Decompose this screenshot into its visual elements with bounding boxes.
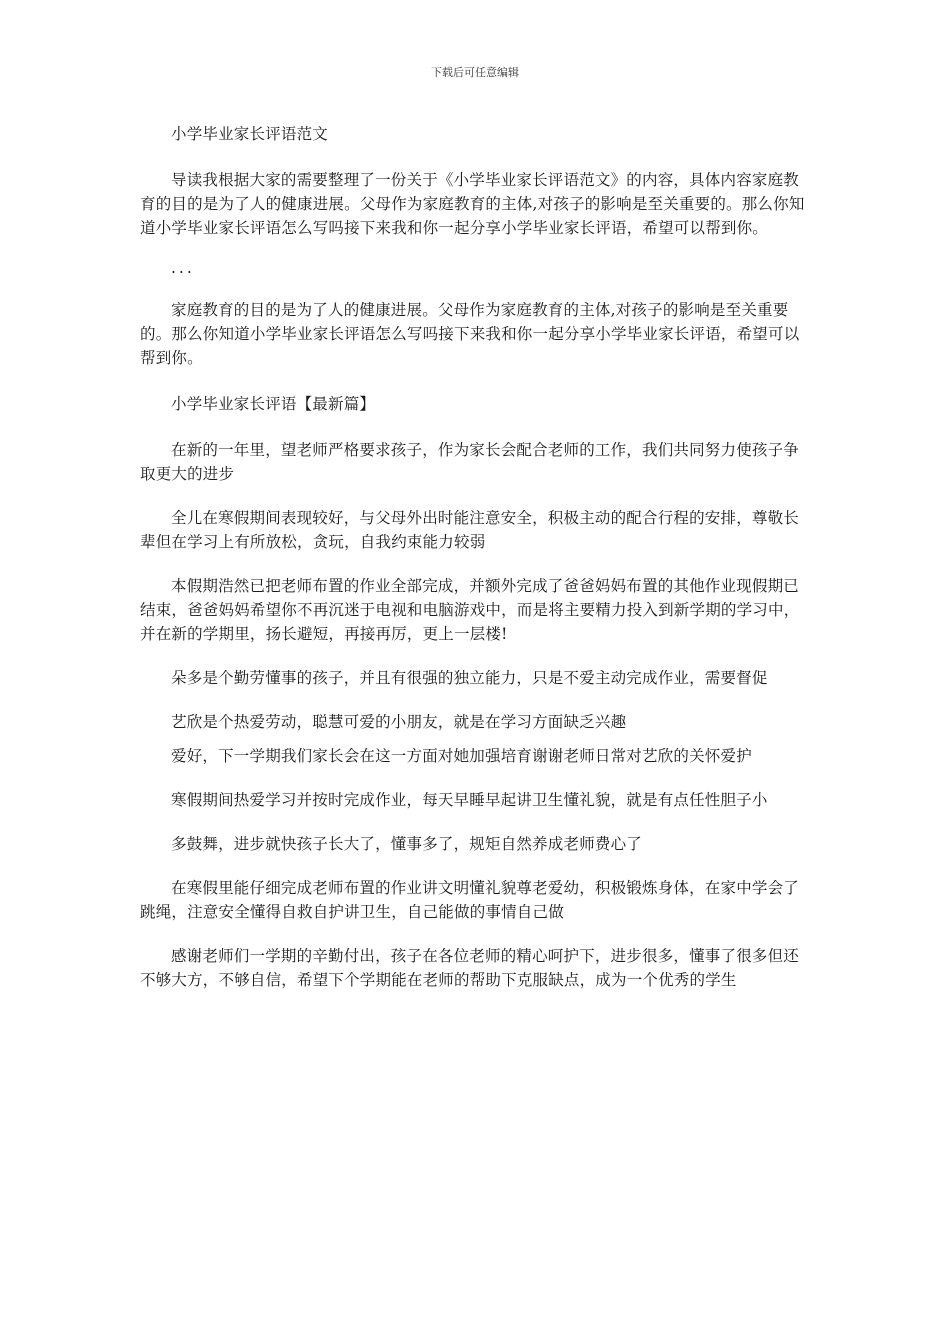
comment-paragraph: 寒假期间热爱学习并按时完成作业，每天早睡早起讲卫生懂礼貌，就是有点任性胆子小 (171, 791, 768, 809)
comment-paragraph: 全儿在寒假期间表现较好，与父母外出时能注意安全，积极主动的配合行程的安排，尊敬长辈但在学习上有所放松，贪玩，自我约束能力较弱 (140, 509, 800, 551)
comment-paragraph: 爱好，下一学期我们家长会在这一方面对她加强培育谢谢老师日常对艺欣的关怀爱护 (171, 747, 752, 765)
document-body (140, 122, 812, 1012)
comment-paragraph: 朵多是个勤劳懂事的孩子，并且有很强的独立能力，只是不爱主动完成作业，需要督促 (171, 669, 768, 687)
page-header-note: 下载后可任意编辑 (431, 66, 519, 79)
document-title: 小学毕业家长评语范文 (171, 125, 329, 143)
comment-paragraph: 在新的一年里，望老师严格要求孩子，作为家长会配合老师的工作，我们共同努力使孩子争取更大的进步 (140, 441, 800, 483)
comment-paragraph: 本假期浩然已把老师布置的作业全部完成，并额外完成了爸爸妈妈布置的其他作业现假期已结束，爸爸妈妈希望你不再沉迷于电视和电脑游戏中，而是将主要精力投入到新学期的学习中，并在新的学期里，扬长避短，再接再厉，更上一层楼! (140, 577, 800, 643)
intro-repeat-paragraph: 家庭教育的目的是为了人的健康进展。父母作为家庭教育的主体,对孩子的影响是至关重要的。那么你知道小学毕业家长评语怎么写吗接下来我和你一起分享小学毕业家长评语，希望可以帮到你。 (140, 301, 800, 367)
section-heading: 小学毕业家长评语【最新篇】 (171, 395, 376, 413)
ellipsis-separator: ... (171, 259, 195, 277)
intro-paragraph: 导读我根据大家的需要整理了一份关于《小学毕业家长评语范文》的内容，具体内容家庭教育的目的是为了人的健康进展。父母作为家庭教育的主体,对孩子的影响是至关重要的。那么你知道小学毕业家长评语怎么写吗接下来我和你一起分享小学毕业家长评语，希望可以帮到你。 (140, 171, 805, 237)
comment-paragraph: 在寒假里能仔细完成老师布置的作业讲文明懂礼貌尊老爱幼，积极锻炼身体，在家中学会了跳绳，注意安全懂得自救自护讲卫生，自己能做的事情自己做 (140, 879, 800, 921)
comment-paragraph: 艺欣是个热爱劳动，聪慧可爱的小朋友，就是在学习方面缺乏兴趣 (171, 713, 627, 731)
comment-paragraph: 感谢老师们一学期的辛勤付出，孩子在各位老师的精心呵护下，进步很多，懂事了很多但还不够大方，不够自信，希望下个学期能在老师的帮助下克服缺点，成为一个优秀的学生 (140, 947, 800, 989)
comment-paragraph: 多鼓舞，进步就快孩子长大了，懂事多了，规矩自然养成老师费心了 (171, 835, 643, 853)
